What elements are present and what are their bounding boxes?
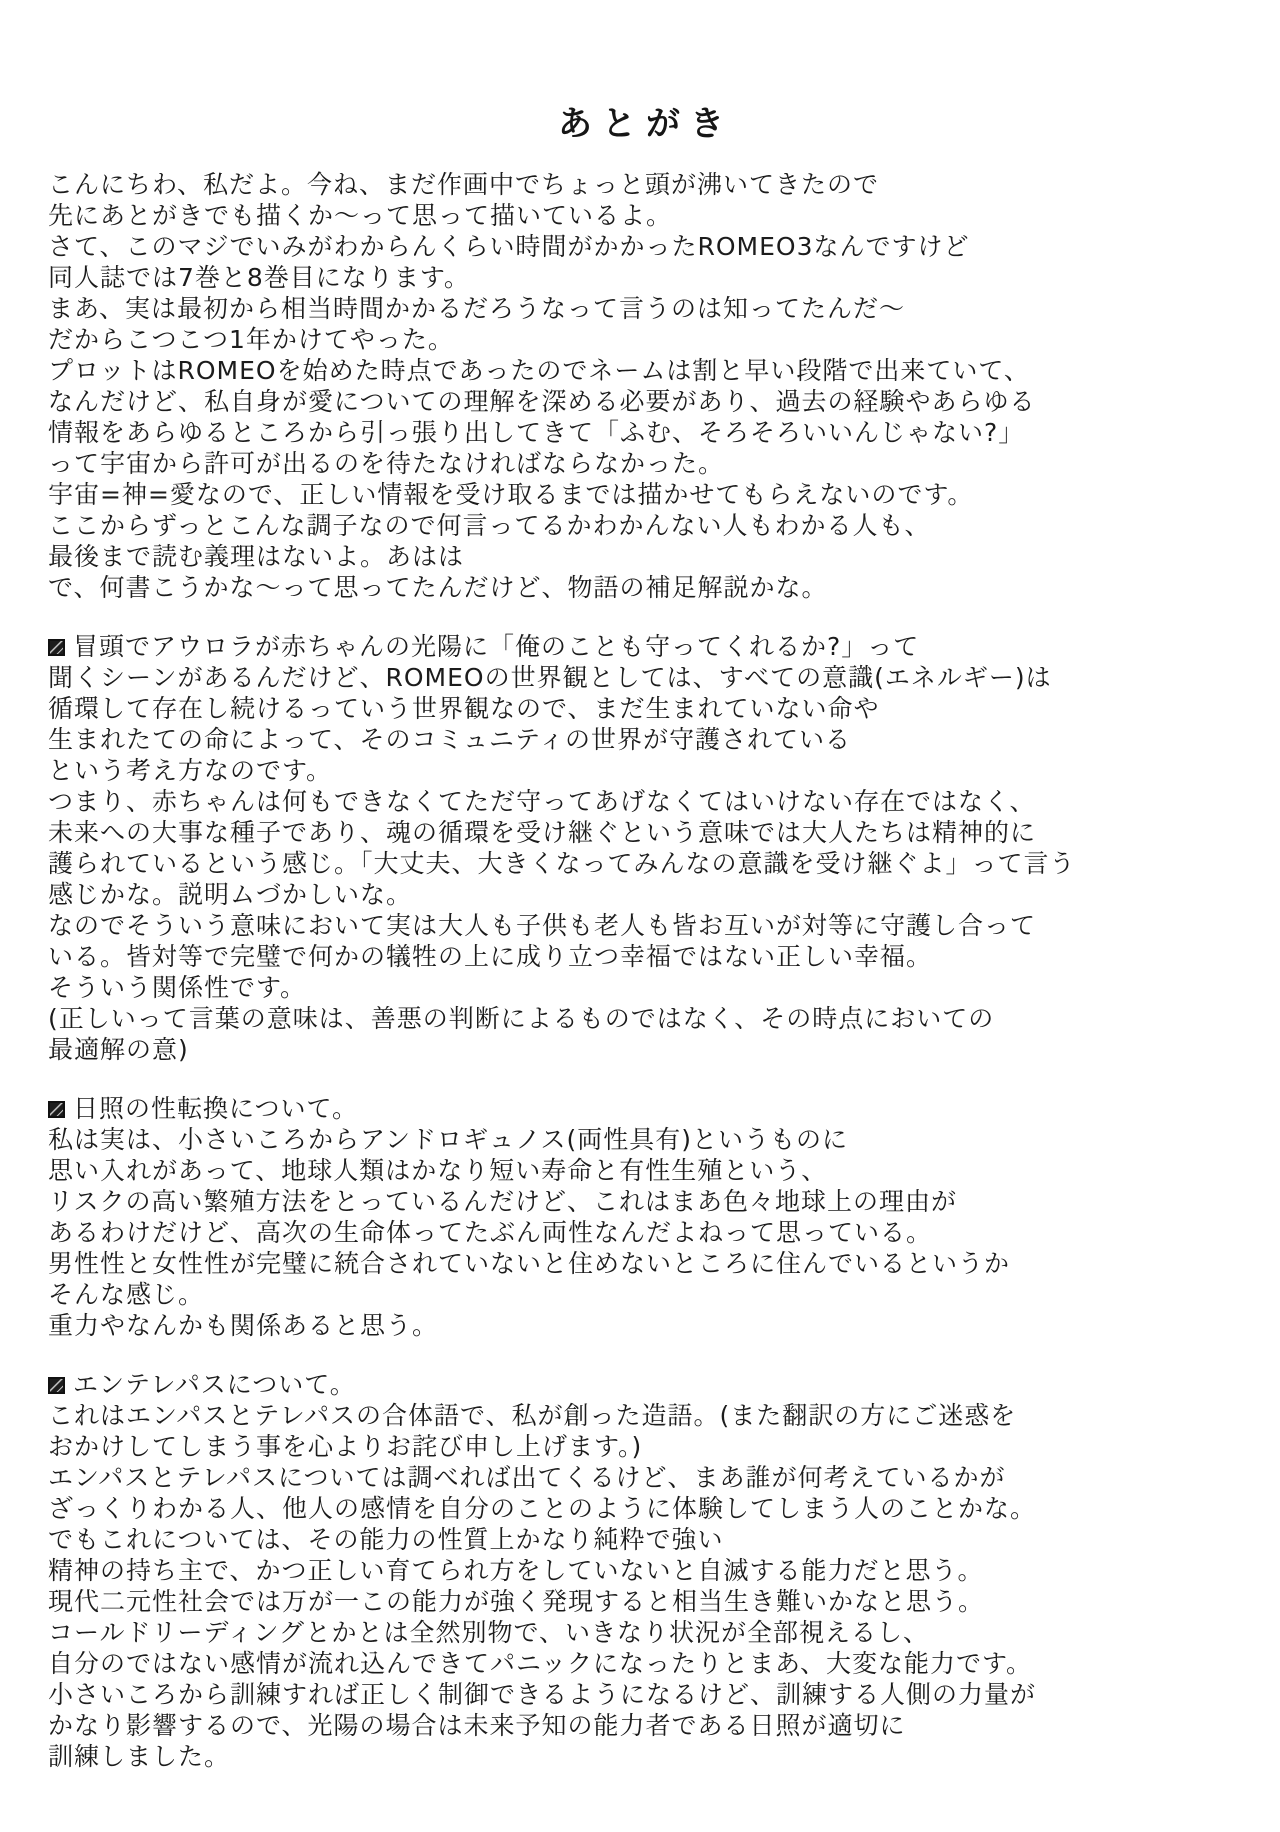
text-line: これはエンパスとテレパスの合体語で、私が創った造語。(また翻訳の方にご迷惑を [48, 1401, 1017, 1430]
text-line: 男性性と女性性が完璧に統合されていないと住めないところに住んでいるというか [48, 1249, 1011, 1278]
text-line: そういう関係性です。 [48, 973, 307, 1002]
text-line: さて、このマジでいみがわからんくらい時間がかかったROMEO3なんですけど [48, 232, 970, 261]
text-line: エンテレパスについて。 [48, 1369, 1244, 1400]
text-line: 私は実は、小さいころからアンドロギュノス(両性具有)というものに [48, 1125, 849, 1154]
text-line: プロットはROMEOを始めた時点であったのでネームは割と早い段階で出来ていて、 [48, 356, 1030, 385]
text-line: だからこつこつ1年かけてやった。 [48, 325, 454, 354]
text-line: 先にあとがきでも描くか〜って思って描いているよ。 [48, 201, 673, 230]
text-line: 同人誌では7巻と8巻目になります。 [48, 263, 470, 292]
text-line: という考え方なのです。 [48, 756, 333, 785]
text-line: って宇宙から許可が出るのを待たなければならなかった。 [48, 449, 725, 478]
text-line: なのでそういう意味において実は大人も子供も老人も皆お互いが対等に守護し合って [48, 911, 1037, 940]
text-line: つまり、赤ちゃんは何もできなくてただ守ってあげなくてはいけない存在ではなく、 [48, 787, 1036, 816]
text-line: 日照の性転換について。 [48, 1093, 1244, 1124]
text-line: なんだけど、私自身が愛についての理解を深める必要があり、過去の経験やあらゆる [48, 387, 1036, 416]
text-line: 小さいころから訓練すれば正しく制御できるようになるけど、訓練する人側の力量が [48, 1680, 1037, 1709]
text-line: エンパスとテレパスについては調べれば出てくるけど、まあ誰が何考えているかが [48, 1463, 1006, 1492]
text-line: 護られているという感じ。「大丈夫、大きくなってみんなの意識を受け継ぐよ」って言う [48, 849, 1076, 878]
text-line: 宇宙=神=愛なので、正しい情報を受け取るまでは描かせてもらえないのです。 [48, 480, 974, 509]
text-line: 最適解の意) [48, 1035, 189, 1064]
text-line: 現代二元性社会では万が一この能力が強く発現すると相当生き難いかなと思う。 [48, 1587, 985, 1616]
text-line: 最後まで読む義理はないよ。あはは [48, 542, 465, 571]
text-line: 重力やなんかも関係あると思う。 [48, 1311, 439, 1340]
afterword-section [48, 631, 1244, 1065]
afterword-body [48, 169, 1244, 1772]
text-line: 生まれたての命によって、そのコミュニティの世界が守護されている [48, 725, 852, 754]
text-line: ここからずっとこんな調子なので何言ってるかわかんない人もわかる人も、 [48, 511, 931, 540]
text-line: リスクの高い繁殖方法をとっているんだけど、これはまあ色々地球上の理由が [48, 1187, 958, 1216]
text-line: かなり影響するので、光陽の場合は未来予知の能力者である日照が適切に [48, 1711, 906, 1740]
text-line: 循環して存在し続けるっていう世界観なので、まだ生まれていない命や [48, 694, 880, 723]
text-line: 訓練しました。 [48, 1742, 231, 1771]
text-line: でもこれについては、その能力の性質上かなり純粋で強い [48, 1525, 724, 1554]
section-marker-icon [48, 1101, 65, 1118]
afterword-section [48, 169, 1244, 603]
text-line: 精神の持ち主で、かつ正しい育てられ方をしていないと自滅する能力だと思う。 [48, 1556, 984, 1585]
text-line: こんにちわ、私だよ。今ね、まだ作画中でちょっと頭が沸いてきたので [48, 170, 880, 199]
section-marker-icon [48, 639, 65, 656]
text-line: ざっくりわかる人、他人の感情を自分のことのように体験してしまう人のことかな。 [48, 1494, 1037, 1523]
text-line: そんな感じ。 [48, 1280, 205, 1309]
text-line: まあ、実は最初から相当時間かかるだろうなって言うのは知ってたんだ〜 [48, 294, 906, 323]
text-line: 感じかな。説明ムづかしいな。 [48, 880, 413, 909]
section-marker-icon [48, 1377, 65, 1394]
afterword-section [48, 1093, 1244, 1341]
text-line: 思い入れがあって、地球人類はかなり短い寿命と有性生殖という、 [48, 1156, 828, 1185]
text-line: (正しいって言葉の意味は、善悪の判断によるものではなく、その時点においての [48, 1004, 995, 1033]
afterword-section [48, 1369, 1244, 1772]
page-title: あとがき [558, 104, 734, 144]
text-line: コールドリーディングとかとは全然別物で、いきなり状況が全部視えるし、 [48, 1618, 930, 1647]
text-line: おかけしてしまう事を心よりお詫び申し上げます。) [48, 1432, 643, 1461]
text-line: 情報をあらゆるところから引っ張り出してきて「ふむ、そろそろいいんじゃない?」 [48, 418, 1025, 447]
text-line: 冒頭でアウロラが赤ちゃんの光陽に「俺のことも守ってくれるか?」って [48, 631, 1244, 662]
text-line: で、何書こうかな〜って思ってたんだけど、物語の補足解説かな。 [48, 573, 828, 602]
text-line: あるわけだけど、高次の生命体ってたぶん両性なんだよねって思っている。 [48, 1218, 933, 1247]
text-line: 聞くシーンがあるんだけど、ROMEOの世界観としては、すべての意識(エネルギー)は [48, 663, 1052, 692]
text-line: いる。皆対等で完璧で何かの犠牲の上に成り立つ幸福ではない正しい幸福。 [48, 942, 933, 971]
text-line: 未来への大事な種子であり、魂の循環を受け継ぐという意味では大人たちは精神的に [48, 818, 1037, 847]
text-line: 自分のではない感情が流れ込んできてパニックになったりとまあ、大変な能力です。 [48, 1649, 1033, 1678]
